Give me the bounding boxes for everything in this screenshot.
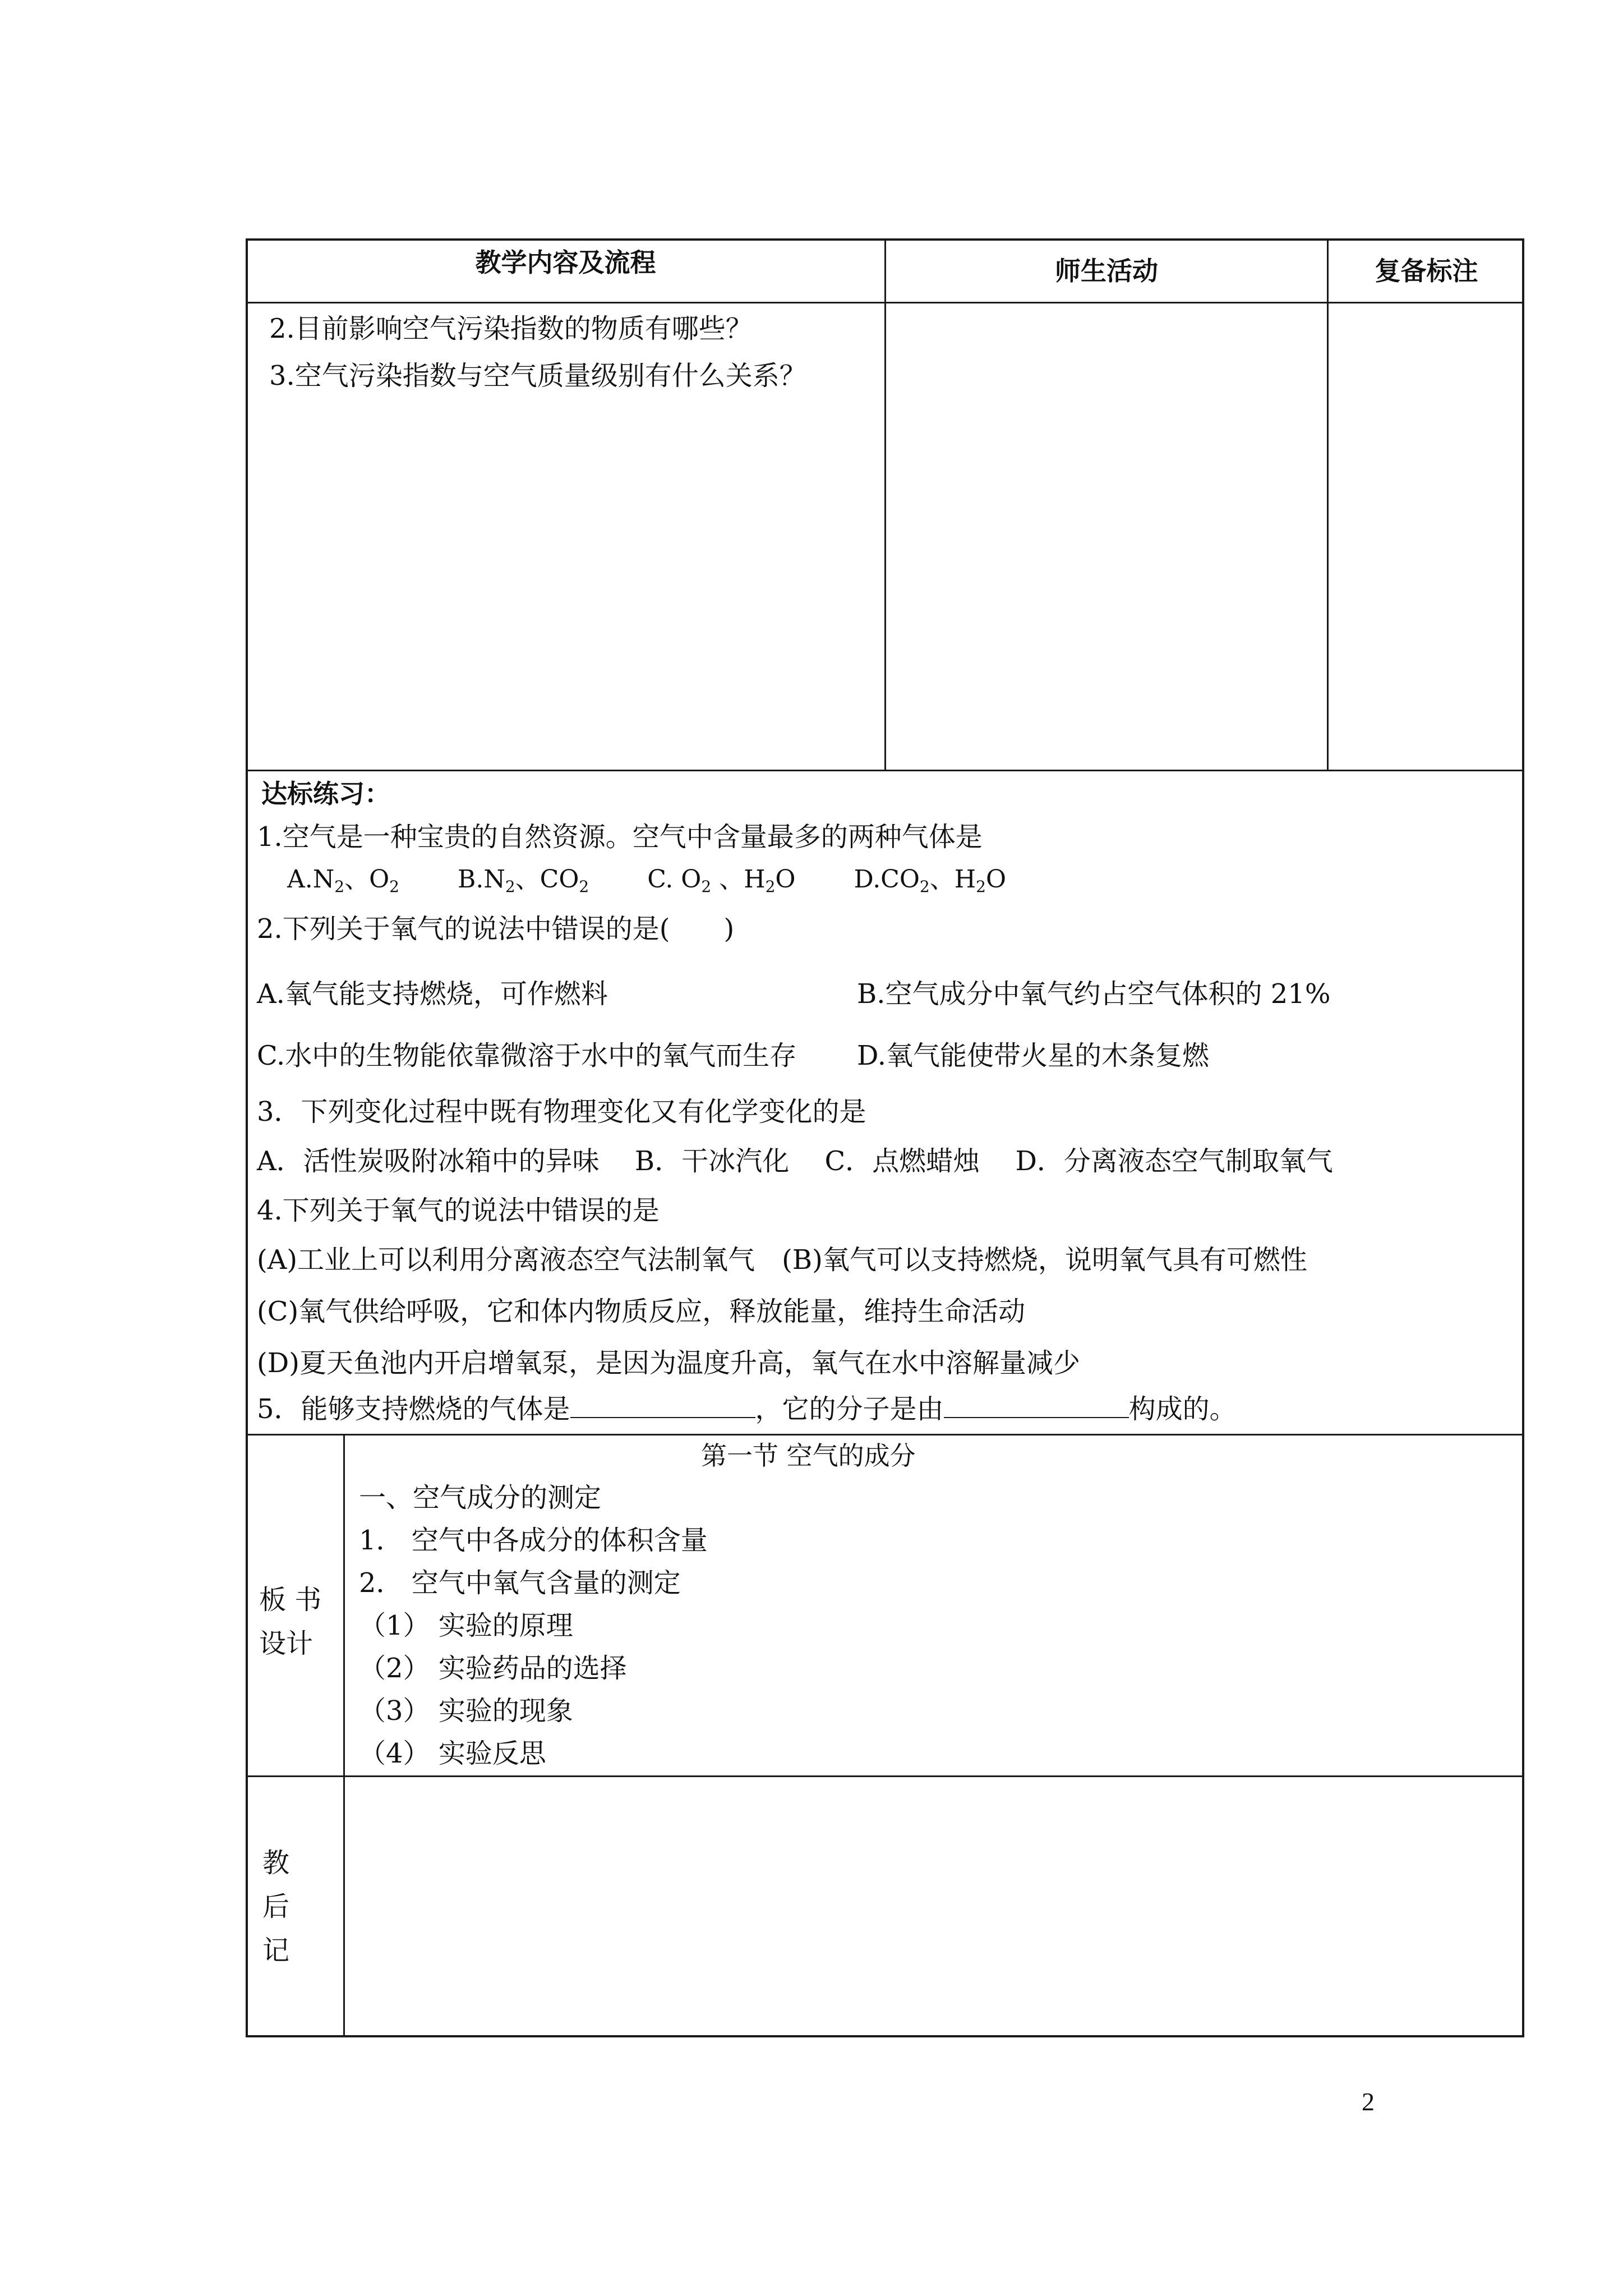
header-content: 教学内容及流程 xyxy=(475,247,656,278)
q2-option-b: B.空气成分中氧气约占空气体积的 21% xyxy=(857,978,1331,1010)
q1-text: 1.空气是一种宝贵的自然资源。空气中含量最多的两种气体是 xyxy=(257,821,983,853)
content-question-3: 3.空气污染指数与空气质量级别有什么关系？ xyxy=(269,360,806,392)
q3-text: 3．下列变化过程中既有物理变化又有化学变化的是 xyxy=(257,1096,866,1128)
q5-blank-1 xyxy=(570,1392,755,1418)
q3-options: A．活性炭吸附冰箱中的异味 B．干冰汽化 C．点燃蜡烛 D．分离液态空气制取氧气 xyxy=(257,1145,1333,1177)
q4-option-d: (D)夏天鱼池内开启增氧泵，是因为温度升高，氧气在水中溶解量减少 xyxy=(257,1347,1080,1379)
post-label-char-1: 教 xyxy=(262,1847,289,1879)
header-notes: 复备标注 xyxy=(1375,256,1478,286)
board-line-4: （1） 实验的原理 xyxy=(359,1610,573,1641)
q5-line xyxy=(257,1392,1237,1426)
q5-part3: 构成的。 xyxy=(1128,1393,1237,1425)
q1-option-d: $D.CO_2$、$H_2O$ xyxy=(854,865,1007,896)
q2-option-d: D.氧气能使带火星的木条复燃 xyxy=(857,1040,1210,1071)
q1-option-a: $A.N_2$、$O_2$ xyxy=(287,865,399,896)
q1-option-c: C. $O_2$ 、$H_2O$ xyxy=(647,865,796,896)
board-line-2: 1． 空气中各成分的体积含量 xyxy=(359,1525,708,1556)
column-divider-2 xyxy=(1327,238,1329,770)
q5-part2: ，它的分子是由 xyxy=(755,1393,944,1425)
q1-option-b: $B.N_2$、$CO_2$ xyxy=(458,865,589,896)
page-number: 2 xyxy=(1362,2087,1375,2116)
q4-option-ab: (A)工业上可以利用分离液态空气法制氧气 (B)氧气可以支持燃烧，说明氧气具有可燃性 xyxy=(257,1244,1307,1276)
board-line-7: （4） 实验反思 xyxy=(359,1738,546,1769)
board-label-line2: 设计 xyxy=(259,1628,313,1659)
q5-blank-2 xyxy=(944,1392,1129,1418)
post-label-char-2: 后 xyxy=(262,1891,289,1922)
q1-options xyxy=(287,864,1057,895)
q2-option-a: A.氧气能支持燃烧，可作燃料 xyxy=(257,978,608,1010)
board-label-line1: 板 书 xyxy=(259,1584,322,1616)
board-line-1: 一、空气成分的测定 xyxy=(359,1482,602,1513)
board-title: 第一节 空气的成分 xyxy=(701,1441,916,1471)
post-label-char-3: 记 xyxy=(262,1935,289,1966)
exercises-title: 达标练习： xyxy=(261,779,390,809)
q4-option-c: (C)氧气供给呼吸，它和体内物质反应，释放能量，维持生命活动 xyxy=(257,1296,1026,1327)
section-divider-board xyxy=(246,1434,1524,1435)
q4-text: 4.下列关于氧气的说法中错误的是 xyxy=(257,1195,660,1226)
header-activity: 师生活动 xyxy=(1055,256,1158,286)
board-line-6: （3） 实验的现象 xyxy=(359,1695,573,1727)
column-divider-1 xyxy=(884,238,886,770)
board-line-5: （2） 实验药品的选择 xyxy=(359,1653,627,1684)
label-column-divider xyxy=(343,1434,345,2037)
content-question-2: 2.目前影响空气污染指数的物质有哪些？ xyxy=(269,313,753,344)
section-divider-post xyxy=(246,1775,1524,1777)
q2-option-c: C.水中的生物能依靠微溶于水中的氧气而生存 xyxy=(257,1040,797,1071)
board-line-3: 2． 空气中氧气含量的测定 xyxy=(359,1567,681,1599)
q5-part1: 5．能够支持燃烧的气体是 xyxy=(257,1393,570,1425)
q2-text: 2.下列关于氧气的说法中错误的是( ) xyxy=(257,913,735,945)
